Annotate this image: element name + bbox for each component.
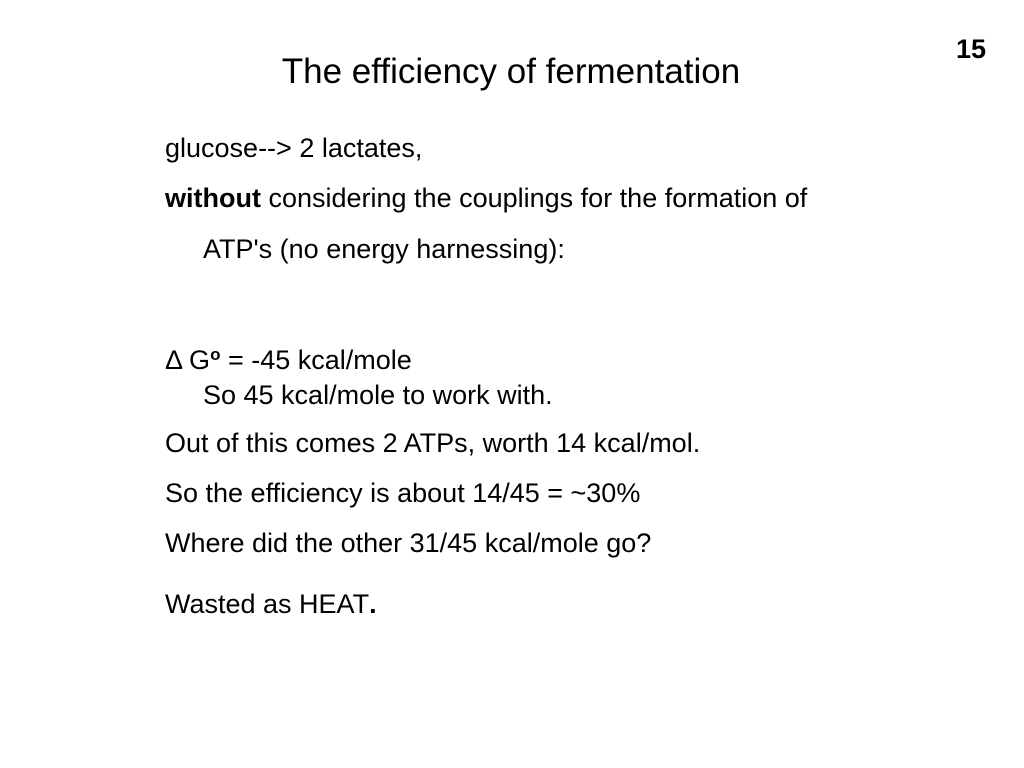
line-efficiency: So the efficiency is about 14/45 = ~30%	[165, 478, 641, 508]
standard-state-superscript: o	[210, 345, 221, 364]
slide-number: 15	[955, 34, 986, 64]
slide-title	[0, 53, 1024, 92]
line-work-with: So 45 kcal/mole to work with.	[203, 380, 553, 410]
line-where-did-go: Where did the other 31/45 kcal/mole go?	[165, 528, 652, 558]
line-without-considering	[165, 182, 807, 214]
line-delta-g	[165, 339, 412, 376]
wasted-as-heat-text: Wasted as HEAT	[165, 589, 370, 619]
line-wasted-as-heat	[165, 588, 377, 620]
line-without-rest: considering the couplings for the formation of	[260, 183, 808, 213]
slide-title-text: The efficiency of fermentation	[281, 52, 741, 91]
emphasis-without: without	[165, 183, 261, 213]
wasted-as-heat-period: .	[369, 589, 377, 619]
line-glucose-reaction: glucose--> 2 lactates,	[165, 133, 423, 163]
delta-g-symbol: Δ G	[165, 345, 211, 375]
delta-g-value: = -45 kcal/mole	[220, 345, 412, 375]
line-two-atps: Out of this comes 2 ATPs, worth 14 kcal/mol.	[165, 428, 701, 458]
line-atp-no-harnessing: ATP's (no energy harnessing):	[203, 234, 565, 264]
